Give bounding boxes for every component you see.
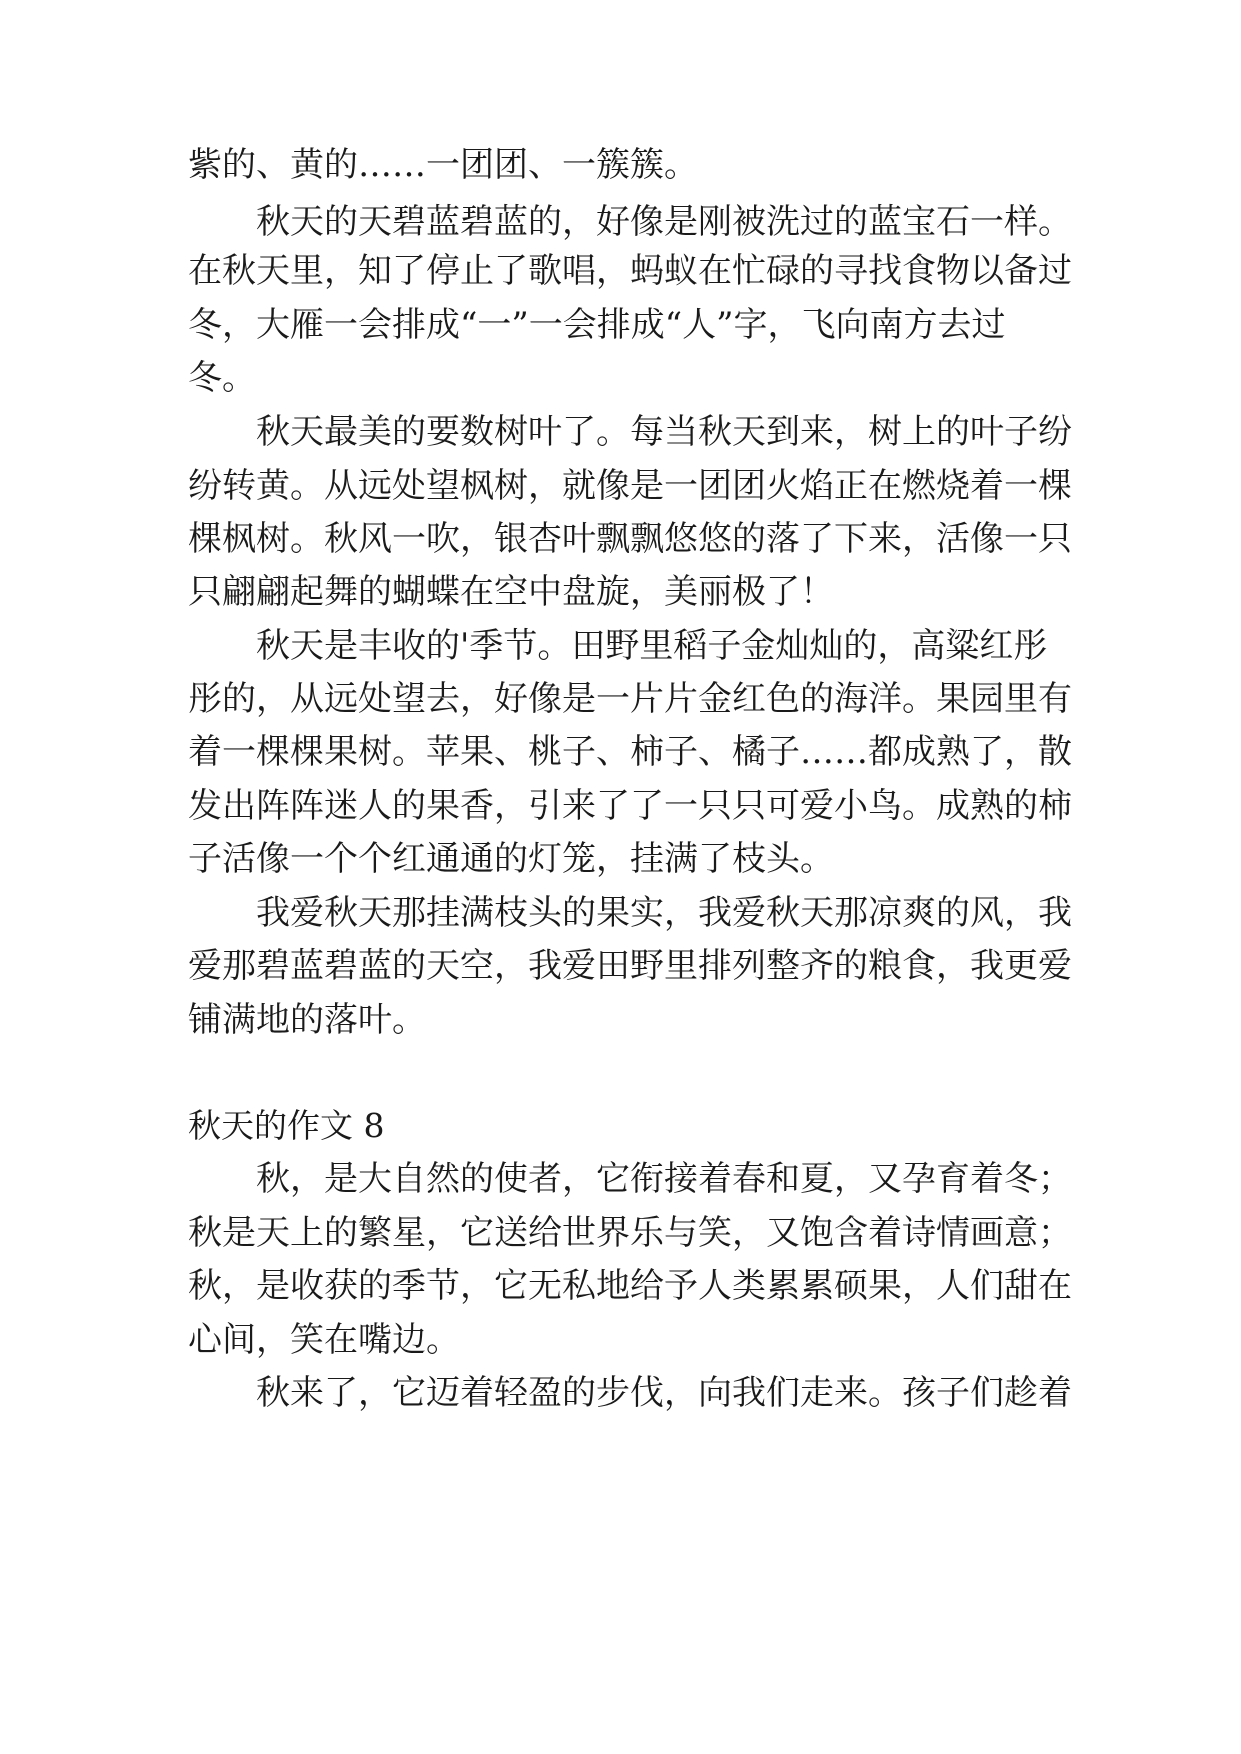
text-line: 秋天的天碧蓝碧蓝的，好像是刚被洗过的蓝宝石一样。 bbox=[256, 202, 1072, 242]
text-line: 秋天最美的要数树叶了。每当秋天到来，树上的叶子纷 bbox=[256, 412, 1072, 452]
text-line: 秋天是丰收的'季节。田野里稻子金灿灿的，高粱红彤 bbox=[256, 626, 1048, 666]
text-line: 冬。 bbox=[188, 358, 256, 398]
text-line: 秋是天上的繁星，它送给世界乐与笑，又饱含着诗情画意； bbox=[188, 1213, 1072, 1253]
text-line: 爱那碧蓝碧蓝的天空，我爱田野里排列整齐的粮食，我更爱 bbox=[188, 946, 1072, 986]
text-line: 发出阵阵迷人的果香，引来了了一只只可爱小鸟。成熟的柿 bbox=[188, 786, 1072, 826]
text-line: 秋，是大自然的使者，它衔接着春和夏，又孕育着冬； bbox=[256, 1159, 1072, 1199]
text-line: 着一棵棵果树。苹果、桃子、柿子、橘子……都成熟了，散 bbox=[188, 732, 1072, 772]
text-line: 紫的、黄的……一团团、一簇簇。 bbox=[188, 145, 698, 185]
text-line: 秋，是收获的季节，它无私地给予人类累累硕果，人们甜在 bbox=[188, 1266, 1072, 1306]
text-line: 棵枫树。秋风一吹，银杏叶飘飘悠悠的落了下来，活像一只 bbox=[188, 519, 1072, 559]
text-line: 心间，笑在嘴边。 bbox=[188, 1320, 460, 1360]
text-line: 子活像一个个红通通的灯笼，挂满了枝头。 bbox=[188, 839, 834, 879]
text-line: 在秋天里，知了停止了歌唱，蚂蚁在忙碌的寻找食物以备过 bbox=[188, 251, 1072, 291]
section-heading: 秋天的作文 8 bbox=[188, 1106, 385, 1145]
text-line: 秋来了，它迈着轻盈的步伐，向我们走来。孩子们趁着 bbox=[256, 1373, 1072, 1413]
text-line: 我爱秋天那挂满枝头的果实，我爱秋天那凉爽的风，我 bbox=[256, 893, 1072, 933]
text-line: 纷转黄。从远处望枫树，就像是一团团火焰正在燃烧着一棵 bbox=[188, 466, 1072, 506]
text-line: 只翩翩起舞的蝴蝶在空中盘旋，美丽极了！ bbox=[188, 572, 834, 612]
text-line: 彤的，从远处望去，好像是一片片金红色的海洋。果园里有 bbox=[188, 679, 1072, 719]
text-line: 冬，大雁一会排成“一”一会排成“人”字，飞向南方去过 bbox=[188, 305, 1006, 345]
text-line: 铺满地的落叶。 bbox=[188, 1000, 426, 1040]
